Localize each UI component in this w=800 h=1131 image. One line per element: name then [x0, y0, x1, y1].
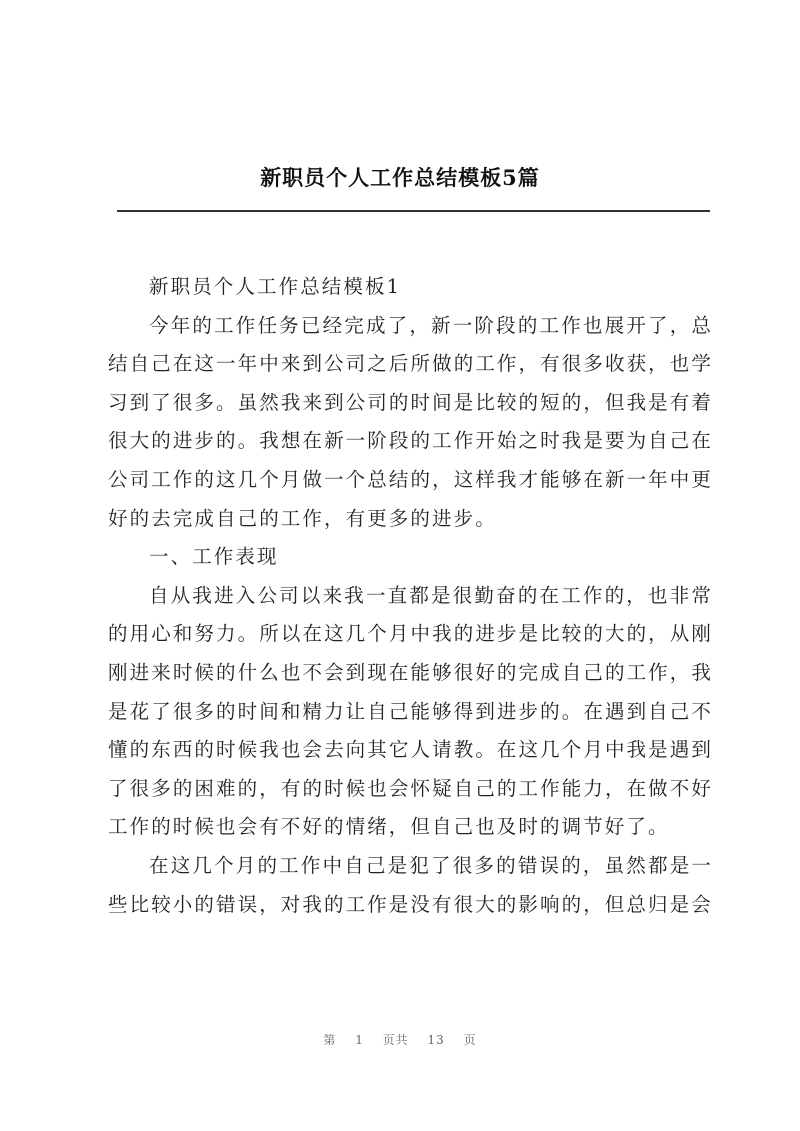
- footer-suffix: 页: [463, 1033, 477, 1047]
- document-body: [108, 268, 713, 924]
- footer-middle: 页共: [382, 1033, 409, 1047]
- body-paragraph: 自从我进入公司以来我一直都是很勤奋的在工作的，也非常的用心和努力。所以在这几个月中我的进步是比较的大的，从刚刚进来时候的什么也不会到现在能够很好的完成自己的工作，我是花了很多的时间和精力让自己能够得到进步的。在遇到自己不懂的东西的时候我也会去向其它人请教。在这几个月中我是遇到了很多的困难的，有的时候也会怀疑自己的工作能力，在做不好工作的时候也会有不好的情绪，但自己也及时的调节好了。: [108, 583, 713, 839]
- section-heading: 一、工作表现: [149, 545, 279, 569]
- section-heading: 新职员个人工作总结模板1: [149, 275, 402, 298]
- body-paragraph: 今年的工作任务已经完成了，新一阶段的工作也展开了，总结自己在这一年中来到公司之后所做的工作，有很多收获，也学习到了很多。虽然我来到公司的时间是比较的短的，但我是有着很大的进步的。我想在新一阶段的工作开始之时我是要为自己在公司工作的这几个月做一个总结的，这样我才能够在新一年中更好的去完成自己的工作，有更多的进步。: [108, 313, 713, 530]
- title-divider: [117, 210, 710, 212]
- page-footer: [0, 1031, 800, 1048]
- footer-current-page: 1: [355, 1033, 364, 1047]
- footer-prefix: 第: [323, 1033, 337, 1047]
- body-paragraph: 在这几个月的工作中自己是犯了很多的错误的，虽然都是一些比较小的错误，对我的工作是没有很大的影响的，但总归是会: [108, 853, 713, 916]
- footer-total-pages: 13: [427, 1033, 445, 1047]
- document-title: 新职员个人工作总结模板5篇: [260, 165, 540, 190]
